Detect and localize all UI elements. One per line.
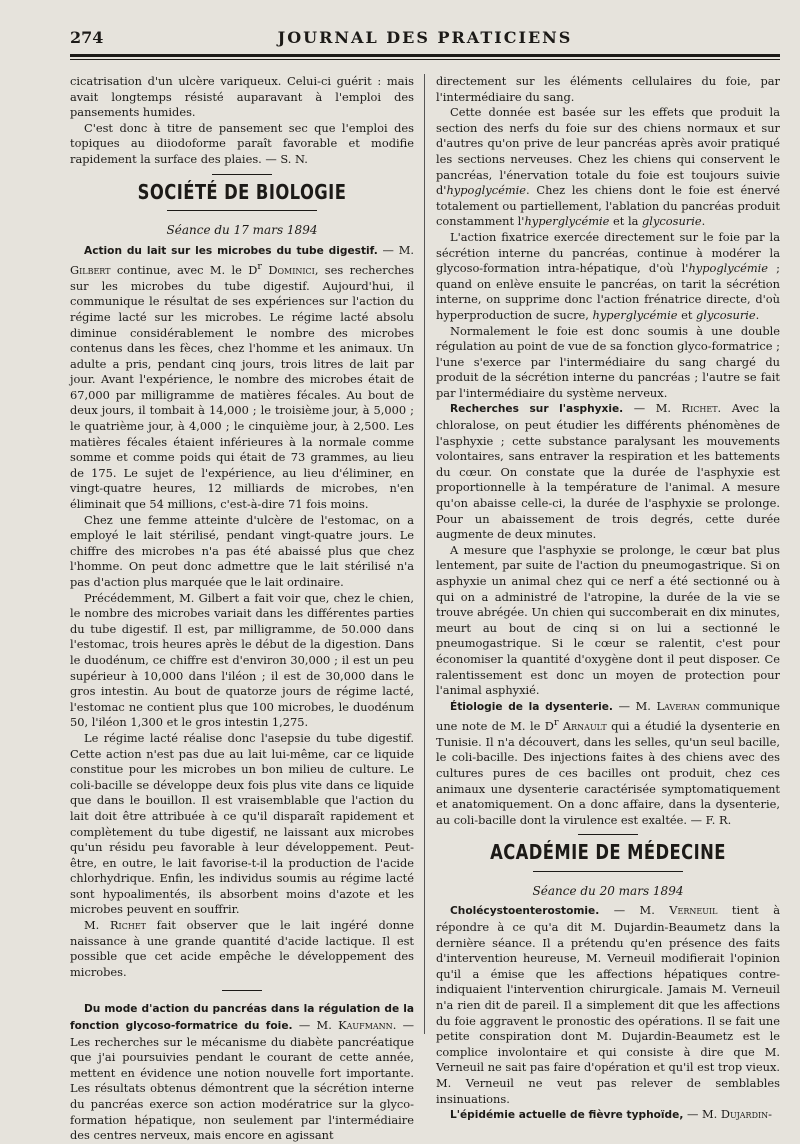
topic-title: Étiologie de la dysenterie.: [450, 700, 613, 713]
paragraph: L'épidémie actuelle de fièvre typhoïde, — M. Dujardin-: [450, 1107, 772, 1122]
paragraph: Précédemment, M. Gilbert a fait voir que, chez le chien, le nombre des microbes variait dans les différentes parties du tube digestif. Il est, par milligramme, de 50.000 dans l'estomac, trois heures après le début de la digestion. Dans le duodénum, ce chiffre est d'environ 30,000 ; il est un peu supérieur à 10,000 dans l'iléon ; il est de 30,000 dans le gros intestin. Au bout de quatorze jours de régime lacté, l'estomac ne contient plus que 100 microbes, le duodénum 50, l'iléon 1,300 et le gros intestin 1,275.: [70, 590, 414, 730]
paragraph: Le régime lacté réalise donc l'asepsie du tube digestif. Cette action n'est pas due au lait lui-même, car ce liquide constitue pour les microbes un bon milieu de culture. Le coli-bacille se développe deux fois plus vite dans ce liquide que dans le bouillon. Il est vraisemblable que l'action du lait doit être attribuée à ce qu'il disparaît rapidement et complètement du tube digestif, ne laissant aux microbes qu'un résidu peu favorable à leur développement. Peut-être, en outre, le lait favorise-t-il la production de l'acide chlorhydrique. Enfin, les individus soumis au régime lacté sont hypoalimentés, ils absorbent moins d'azote et les microbes peuvent en souffrir.: [70, 730, 414, 917]
section-rule: [533, 871, 683, 872]
paragraph: Étiologie de la dysenterie. — M. Laveran communique une note de M. le $D^r$ Arnault qui a étudié la dysenterie en Tunisie. Il n'a découvert, dans les selles, qu'un seul bacille, le coli-bacille. Des injections faites à des chiens avec des cultures pures de ces bacilles ont produit, chez ces animaux une dysenterie caractérisée symptomatiquement et anatomiquement. On a donc affaire, dans la dysenterie, au coli-bacille dont la virulence est exaltée. — F. R.: [436, 698, 780, 827]
section-heading-academie: ACADÉMIE DE MÉDECINE: [490, 840, 726, 865]
author-name: M. Gilbert: [70, 242, 414, 278]
topic-title: L'épidémie actuelle de fièvre typhoïde,: [450, 1109, 684, 1122]
column-divider: [424, 74, 425, 1034]
header-rule-thin: [70, 59, 780, 60]
page-number: 274: [70, 28, 104, 47]
paragraph: Normalement le foie est donc soumis à une double régulation au point de vue de sa fonction glyco-formatrice ; l'une s'exerce par l'intermédiaire du sang chargé du produit de la sécrétion interne du pancréas ; l'autre se fait par l'intermédiaire du système nerveux.: [436, 323, 780, 400]
paragraph: Cette donnée est basée sur les effets que produit la section des nerfs du foie sur des chiens normaux et sur d'autres qu'on prive de leur pancréas après avoir pratiqué les sections nerveuses. Chez les chiens qui conservent le pancréas, l'énervation totale du foie est toujours suivie d'hypoglycémie. Chez les chiens dont le foie est énervé totalement ou partiellement, l'ablation du pancréas produit constamment l'hyperglycémie et la glycosurie.: [436, 105, 780, 229]
paragraph: cicatrisation d'un ulcère variqueux. Celui-ci guérit : mais avait longtemps résisté auparavant à l'emploi des pansements humides.: [70, 74, 414, 120]
paragraph: M. Richet fait observer que le lait ingéré donne naissance à une grande quantité d'acide lactique. Il est possible que cet acide empêche le développement des microbes.: [70, 918, 415, 979]
page-header: [70, 22, 780, 58]
header-rule-thick: [70, 54, 780, 57]
paragraph: Recherches sur l'asphyxie. — M. Richet. Avec la chloralose, on peut étudier les différents phénomènes de l'asphyxie ; cette substance paralysant les mouvements volontaires, sans entraver la respiration et les battements du cœur. On constate que la durée de l'asphyxie est proportionnelle à la température de l'animal. A mesure qu'on abaisse celle-ci, la durée de l'asphyxie se prolonge. Pour un abaissement de trois degrés, cette durée augmente de deux minutes.: [436, 401, 780, 542]
topic-title: Action du lait sur les microbes du tube digestif.: [84, 244, 378, 257]
author-name: Laveran: [656, 698, 700, 713]
paragraph: L'action fixatrice exercée directement sur le foie par la sécrétion interne du pancréas, continue à modérer la glycoso-formation intra-hépatique, d'où l'hypoglycémie ; quand on enlève ensuite le pancréas, on tarit la sécrétion interne, on supprime donc l'action frénatrice directe, d'où hyperproduction de sucre, hyperglycémie et glycosurie.: [436, 229, 780, 322]
topic-title: Recherches sur l'asphyxie.: [450, 403, 624, 416]
author-name: Verneuil: [669, 903, 718, 918]
separator-rule: [222, 990, 262, 991]
section-rule: [167, 210, 317, 211]
author-name: Dujardin-: [720, 1107, 772, 1122]
session-date: Séance du 20 mars 1894: [532, 883, 684, 898]
paragraph: Cholécystoenterostomie. — M. Verneuil tient à répondre à ce qu'a dit M. Dujardin-Beaumetz dans la dernière séance. Il a prétendu qu'en présence des faits d'intervention heureuse, M. Verneuil modifierait l'opinion qu'il a émise que les affections hépatiques contre-indiquaient l'intervention chirurgicale. Jamais M. Verneuil n'a rien dit de pareil. Il a simplement dit que les affections du foie aggravent le pronostic des opérations. Il se fait une petite conspiration dont M. Dujardin-Beaumetz est le complice involontaire et qui consiste à dire que M. Verneuil ne sait pas faire d'opération et qu'il est trop vieux. M. Verneuil ne veut pas relever de semblables insinuations.: [436, 903, 780, 1106]
paragraph: directement sur les éléments cellulaires du foie, par l'intermédiaire du sang.: [436, 74, 780, 104]
session-date: Séance du 17 mars 1894: [166, 223, 318, 238]
topic-title: Du mode d'action du pancréas dans la régulation de la fonction glycoso-formatrice du foie.: [70, 1003, 414, 1033]
paragraph: Du mode d'action du pancréas dans la régulation de la fonction glycoso-formatrice du foie. — M. Kaufmann. — Les recherches sur le mécanisme du diabète pancréatique que j'ai poursuivies pendant le courant de cette année, mettent en évidence une notion nouvelle fort importante. Les résultats obtenus démontrent que la sécrétion interne du pancréas exerce son action modératrice sur la glyco-formation hépatique, non seulement par l'intermédiaire des centres nerveux, mais encore en agissant: [70, 1003, 415, 1143]
paragraph: Chez une femme atteinte d'ulcère de l'estomac, on a employé le lait stérilisé, pendant vingt-quatre jours. Le chiffre des microbes n'a pas été abaissé plus que chez l'homme. On peut donc admettre que le lait stérilisé n'a pas d'action plus marquée que le lait ordinaire.: [70, 512, 414, 590]
paragraph: C'est donc à titre de pansement sec que l'emploi des topiques au diiodoforme paraît favorable et modifie rapidement la surface des plaies. — S. N.: [70, 120, 414, 166]
journal-title: JOURNAL DES PRATICIENS: [277, 28, 573, 47]
separator-rule: [578, 834, 638, 835]
section-heading-biologie: SOCIÉTÉ DE BIOLOGIE: [137, 179, 347, 204]
left-column: [70, 74, 414, 1144]
paragraph: Action du lait sur les microbes du tube digestif. — M. Gilbert continue, avec M. le $D^r$ Dominici, ses recherches sur les microbes du tube digestif. Aujourd'hui, il communique le résultat de ses expériences sur l'action du régime lacté sur les microbes. Le régime lacté absolu diminue considérablement le nombre des microbes contenus dans les fèces, chez l'homme et les animaux. Un adulte a pris, pendant cinq jours, trois litres de lait par jour. Avant l'expérience, le nombre des microbes était de 67,000 par milligramme de matières fécales. Au bout de deux jours, il tombait à 14,000 ; le troisième jour, à 5,000 ; le quatrième jour, à 4,000 ; le cinquième jour, à 2,500. Les matières fécales étaient inférieures à la normale comme somme et comme poids qui était de 73 grammes, au lieu de 175. Le sujet de l'expérience, au lieu d'éliminer, en vingt-quatre heures, 12 milliards de microbes, n'en éliminait que 54 millions, c'est-à-dire 71 fois moins.: [70, 242, 415, 512]
paragraph: A mesure que l'asphyxie se prolonge, le cœur bat plus lentement, par suite de l'action du pneumogastrique. Si on asphyxie un animal chez qui ce nerf a été sectionné ou à qui on a administré de l'atropine, la durée de la vie se trouve abrégée. Un chien qui succomberait en dix minutes, meurt au bout de cinq si on lui a sectionné le pneumogastrique. Si le cœur se ralentit, c'est pour économiser la quantité d'oxygène dont il peut disposer. Ce ralentissement est donc un moyen de protection pour l'animal asphyxié.: [436, 542, 780, 698]
right-column: [436, 74, 780, 1124]
topic-title: Cholécystoenterostomie.: [450, 905, 600, 918]
author-name: Kaufmann: [338, 1018, 393, 1033]
author-name: Richet: [109, 918, 146, 933]
author-name: Richet: [681, 401, 718, 416]
separator-rule: [212, 174, 272, 175]
